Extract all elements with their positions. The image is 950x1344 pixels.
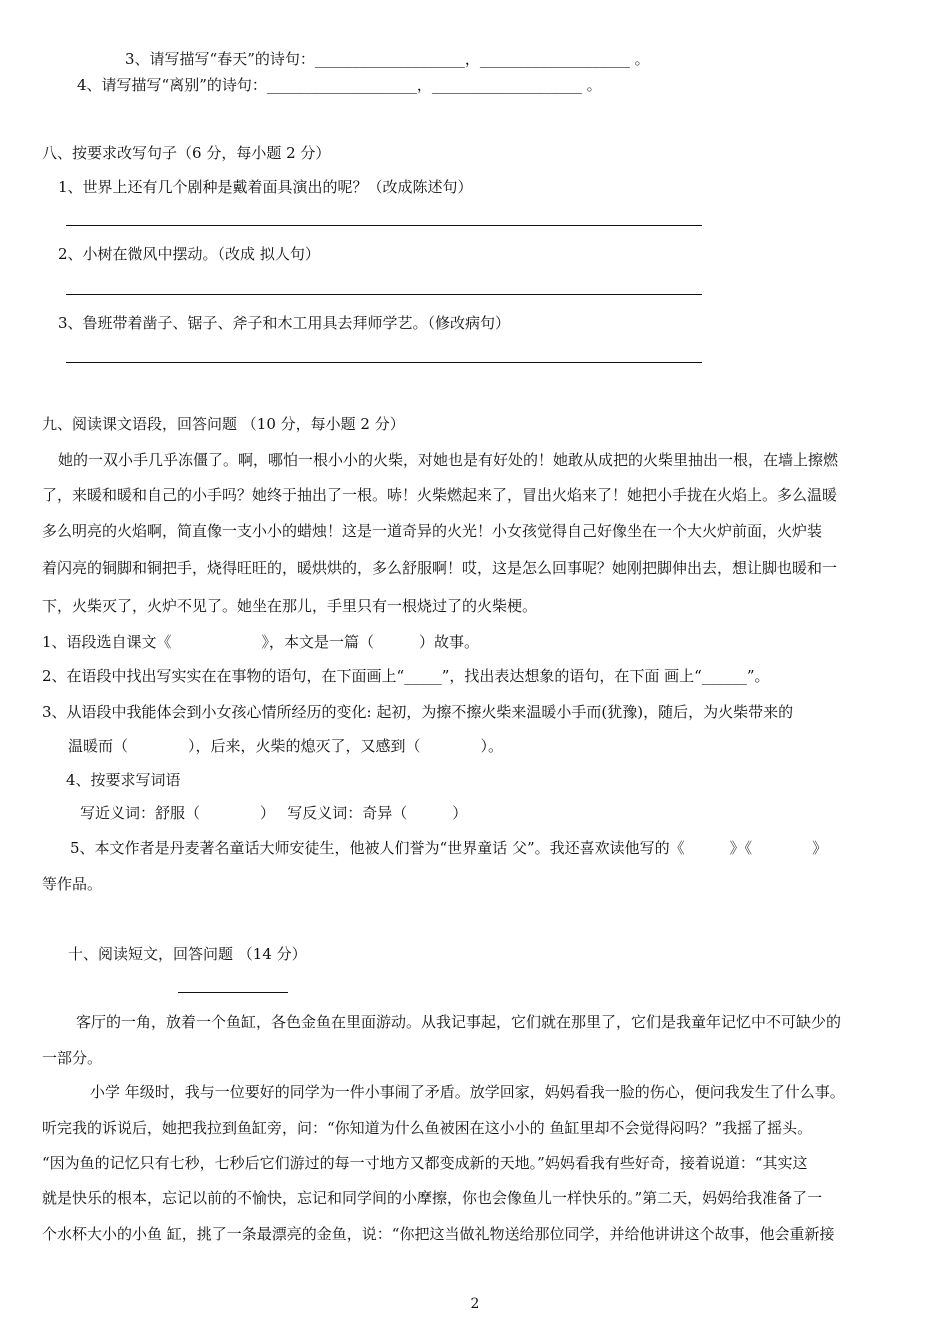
section-9-question-3-cont: 温暖而（ ），后来，火柴的熄灭了，又感到（ ）。 [68, 737, 504, 755]
answer-line[interactable] [66, 362, 702, 363]
section-9-question-4: 4、按要求写词语 [66, 771, 181, 789]
page-number: 2 [470, 1296, 480, 1312]
answer-line[interactable] [66, 294, 702, 295]
section-9-question-5-cont: 等作品。 [42, 875, 103, 893]
passage-line: 她的一双小手几乎冻僵了。啊，哪怕一根小小的火柴，对她也是有好处的！她敢从成把的火柴里抽出一根，在墙上擦燃 [58, 451, 839, 469]
section-9-question-2: 2、在语段中找出写实实在在事物的语句，在下面画上“_____”，找出表达想象的语句，在下面 画上“______”。 [42, 667, 770, 685]
passage-line: “因为鱼的记忆只有七秒，七秒后它们游过的每一寸地方又都变成新的天地。”妈妈看我有些好奇，接着说道：“其实这 [42, 1154, 808, 1172]
section-9-question-1: 1、语段选自课文《 》，本文是一篇（ ）故事。 [42, 633, 480, 651]
passage-line: 就是快乐的根本，忘记以前的不愉快，忘记和同学间的小摩擦，你也会像鱼儿一样快乐的。”第二天，妈妈给我准备了一 [42, 1189, 823, 1207]
passage-line: 了，来暖和暖和自己的小手吗？她终于抽出了一根。哧！火柴燃起来了，冒出火焰来了！她把小手拢在火焰上。多么温暖 [42, 486, 838, 504]
section-9-question-5: 5、本文作者是丹麦著名童话大师安徒生，他被人们誉为“世界童话 父”。我还喜欢读他写的《 》《 》 [70, 839, 828, 857]
passage-line: 着闪亮的铜脚和铜把手，烧得旺旺的，暖烘烘的，多么舒服啊！哎，这是怎么回事呢？她刚把脚伸出去，想让脚也暖和一 [42, 559, 838, 577]
section-10-title: 十、阅读短文，回答问题 （14 分） [68, 945, 307, 963]
title-blank-line[interactable] [178, 992, 288, 993]
section-8-question-1: 1、世界上还有几个剧种是戴着面具演出的呢？（改成陈述句） [58, 178, 473, 196]
passage-line: 下，火柴灭了，火炉不见了。她坐在那儿，手里只有一根烧过了的火柴梗。 [42, 597, 538, 615]
poem-question-3: 3、请写描写“春天”的诗句：____________________，____________________ 。 [125, 50, 650, 68]
passage-line: 客厅的一角，放着一个鱼缸，各色金鱼在里面游动。从我记事起，它们就在那里了，它们是我童年记忆中不可缺少的 [76, 1013, 842, 1031]
passage-line: 个水杯大小的小鱼 缸，挑了一条最漂亮的金鱼，说：“你把这当做礼物送给那位同学，并给他讲讲这个故事，他会重新接 [42, 1225, 835, 1243]
poem-question-4: 4、请写描写“离别”的诗句：____________________，____________________ 。 [77, 76, 602, 94]
section-9-question-4-items: 写近义词：舒服（ ） 写反义词：奇异（ ） [80, 804, 468, 822]
passage-line: 听完我的诉说后，她把我拉到鱼缸旁，问：“你知道为什么鱼被困在这小小的 鱼缸里却不会觉得闷吗？”我摇了摇头。 [42, 1119, 813, 1137]
passage-line: 小学 年级时，我与一位要好的同学为一件小事闹了矛盾。放学回家，妈妈看我一脸的伤心，便问我发生了什么事。 [90, 1083, 845, 1101]
section-8-question-2: 2、小树在微风中摆动。（改成 拟人句） [58, 245, 320, 263]
passage-line: 多么明亮的火焰啊，简直像一支小小的蜡烛！这是一道奇异的火光！小女孩觉得自己好像坐在一个大火炉前面，火炉装 [42, 522, 823, 540]
section-8-title: 八、按要求改写句子（6 分，每小题 2 分） [42, 144, 331, 162]
section-9-question-3: 3、从语段中我能体会到小女孩心情所经历的变化: 起初，为擦不擦火柴来温暖小手而(犹豫)，随后，为火柴带来的 [42, 703, 794, 721]
section-8-question-3: 3、鲁班带着凿子、锯子、斧子和木工用具去拜师学艺。（修改病句） [58, 314, 511, 332]
answer-line[interactable] [66, 225, 702, 226]
section-9-title: 九、阅读课文语段，回答问题 （10 分，每小题 2 分） [42, 415, 405, 433]
passage-line: 一部分。 [42, 1049, 103, 1067]
